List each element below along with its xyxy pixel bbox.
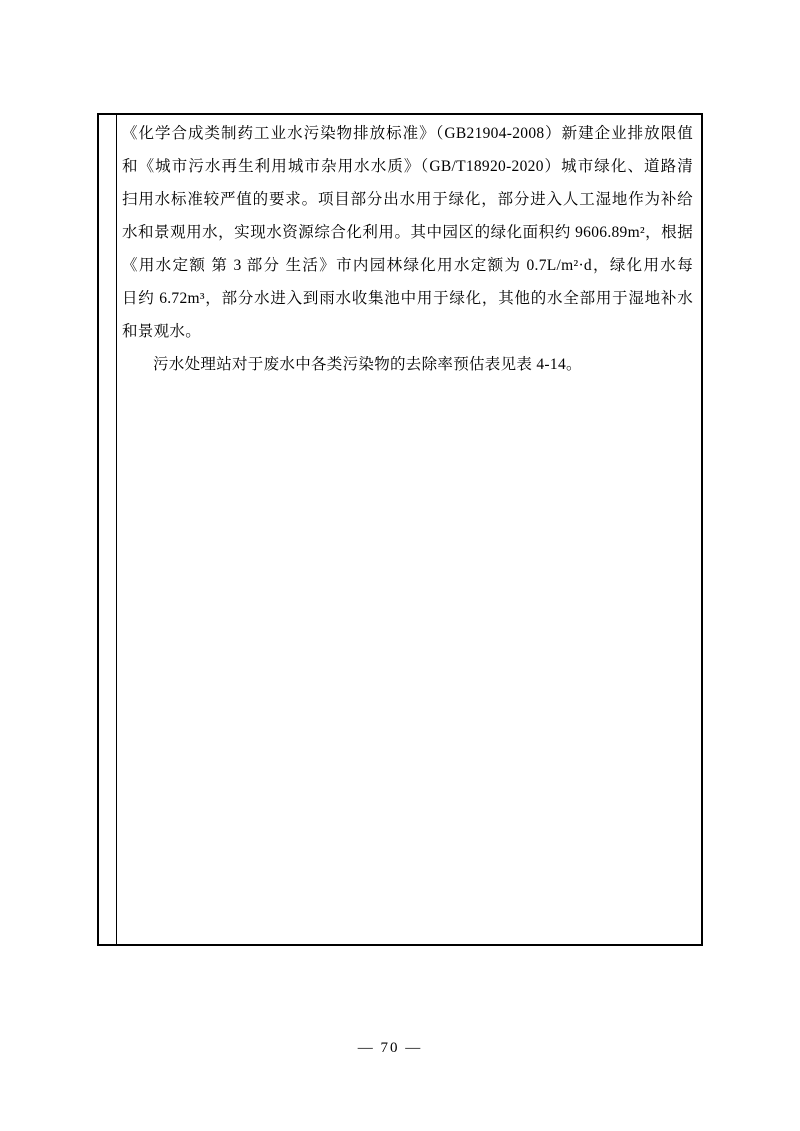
text-line: 和《城市污水再生利用城市杂用水水质》（GB/T18920-2020）城市绿化、道路清 xyxy=(122,158,693,175)
text-line: 和景观水。 xyxy=(122,323,202,340)
text-line: 《用水定额 第 3 部分 生活》市内园林绿化用水定额为 0.7L/m²·d，绿化用水每 xyxy=(122,257,693,274)
content-table xyxy=(97,113,703,946)
text-line: 污水处理站对于废水中各类污染物的去除率预估表见表 4-14。 xyxy=(153,356,582,373)
text-line: 日约 6.72m³，部分水进入到雨水收集池中用于绿化，其他的水全部用于湿地补水 xyxy=(122,290,693,307)
text-line: 扫用水标准较严值的要求。项目部分出水用于绿化，部分进入人工湿地作为补给 xyxy=(122,191,693,208)
table-text-cell xyxy=(117,115,701,944)
text-line: 水和景观用水，实现水资源综合化利用。其中园区的绿化面积约 9606.89m²，根据 xyxy=(122,224,693,241)
table-left-gutter xyxy=(99,115,117,944)
page-number: — 70 — xyxy=(357,1040,423,1056)
text-line: 《化学合成类制药工业水污染物排放标准》（GB21904-2008）新建企业排放限值 xyxy=(122,125,693,142)
